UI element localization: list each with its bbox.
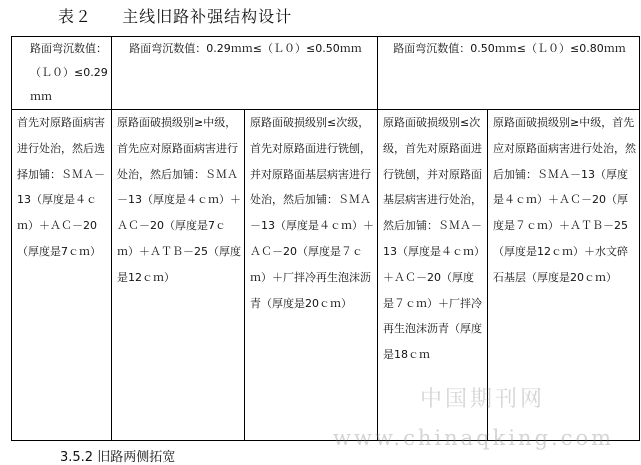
header-deflection-mid: 路面弯沉数值：0.29ｍｍ≤（Ｌ０）≤0.50ｍｍ [112, 37, 378, 110]
reinforcement-design-table [11, 36, 640, 110]
cell-high-minor-treatment: 原路面破损级别≤次级，首先对原路面进行铣刨，并对原路面基层病害进行处治，然后加铺：ＳＭＡ－13（厚度是４ｃｍ）＋ＡＣ－20（厚度是７ｃｍ）＋厂拌冷再生泡沫沥青（厚度是18ｃｍ [378, 110, 488, 441]
cell-high-severe-treatment: 原路面破损级别≥中级，首先应对原路面病害进行处治，然后加铺：ＳＭＡ－13（厚度是４ｃｍ）＋ＡＣ－20（厚度是７ｃｍ）＋ＡＴＢ－25（厚度是12ｃｍ）＋水文碎石基层（厚度是20ｃｍ） [488, 110, 640, 441]
watermark-chinese: 中国期刊网 [420, 387, 546, 412]
header-row [12, 37, 640, 110]
watermark-url: www.chinaqking.com [333, 426, 615, 450]
cell-mid-severe-treatment: 原路面破损级别≥中级，首先应对原路面病害进行处治，然后加铺：ＳＭＡ－13（厚度是４ｃｍ）＋ＡＣ－20（厚度是7ｃｍ）＋ＡＴＢ－25（厚度是12ｃｍ） [112, 110, 245, 441]
cell-mid-minor-treatment: 原路面破损级别≤次级，首先对原路面进行铣刨，并对原路面基层病害进行处治，然后加铺：ＳＭＡ－13（厚度是４ｃｍ）＋ＡＣ－20（厚度是７ｃｍ）＋厂拌冷再生泡沫沥青（厚度是20ｃｍ） [245, 110, 378, 441]
next-section-heading: 3.5.2 旧路两侧拓宽 [60, 450, 176, 465]
design-row [12, 110, 640, 441]
header-deflection-high: 路面弯沉数值：0.50ｍｍ≤（Ｌ０）≤0.80ｍｍ [378, 37, 640, 110]
table-caption [58, 4, 292, 27]
table-title: 主线旧路补强结构设计 [122, 7, 293, 26]
cell-low-treatment: 首先对原路面病害进行处治，然后选择加铺：ＳＭＡ－13（厚度是４ｃｍ）＋ＡＣ－20（厚度是7ｃｍ） [12, 110, 112, 441]
design-body-table [11, 109, 640, 441]
header-deflection-low: 路面弯沉数值：（Ｌ０）≤0.29ｍｍ [12, 37, 112, 110]
table-number: 表２ [58, 7, 93, 26]
